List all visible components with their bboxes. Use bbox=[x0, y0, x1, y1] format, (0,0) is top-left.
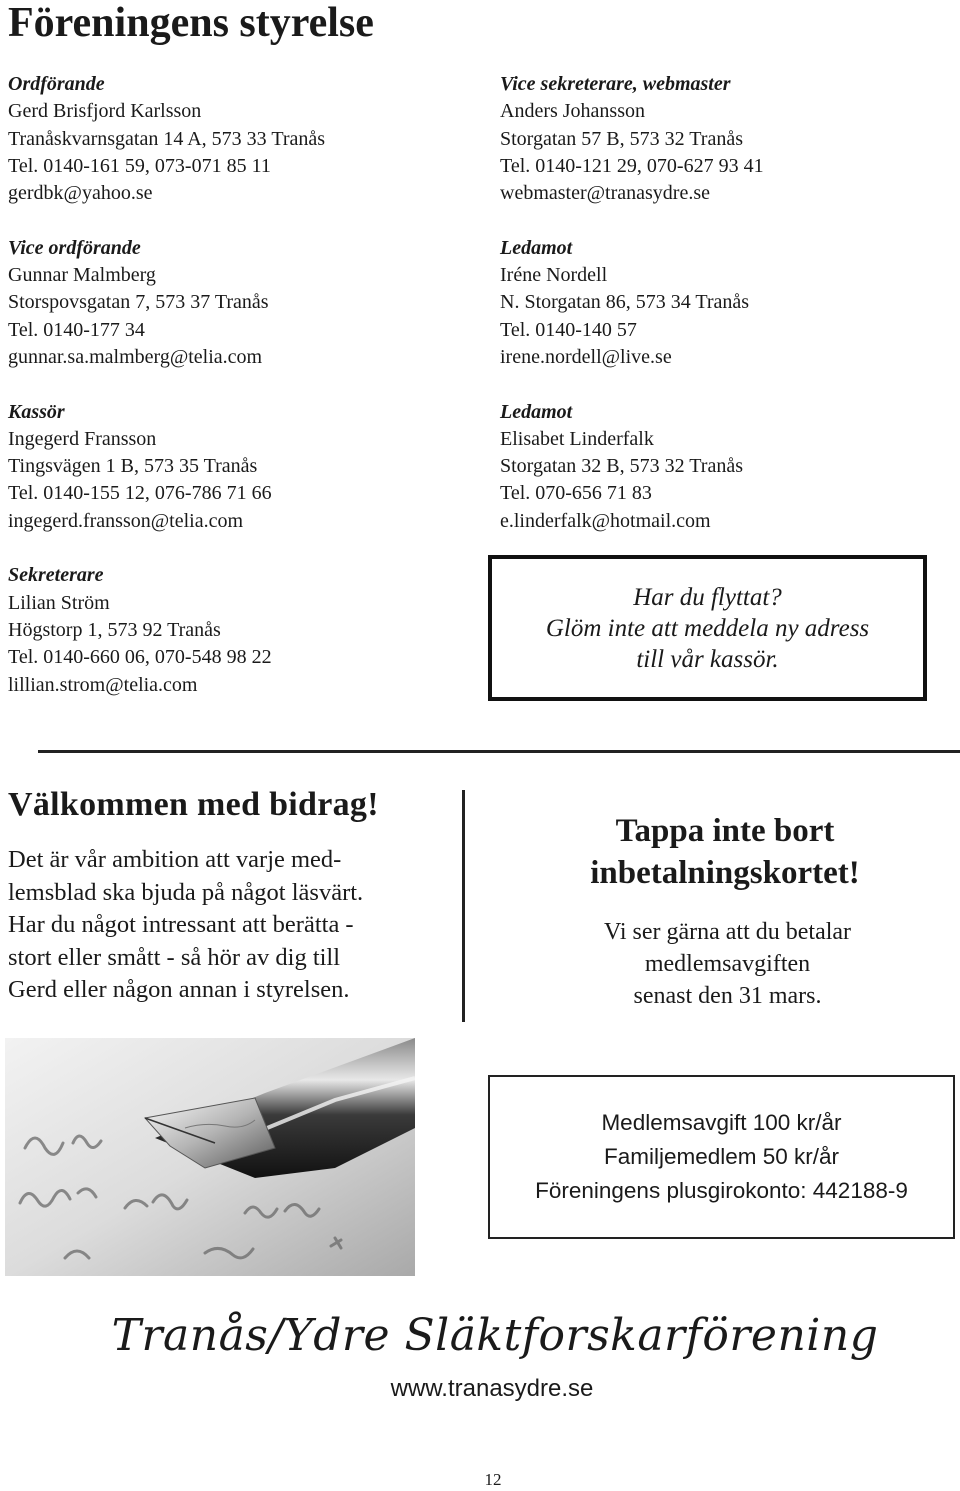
member-email[interactable]: gunnar.sa.malmberg@telia.com bbox=[8, 345, 263, 368]
member-role: Kassör bbox=[8, 400, 65, 423]
reminder-line: medlemsavgiften bbox=[644, 951, 811, 977]
member-address: Storgatan 32 B, 573 32 Tranås bbox=[500, 455, 743, 478]
member-role: Vice sekreterare, webmaster bbox=[500, 73, 731, 95]
reminder-line: Vi ser gärna att du betalar bbox=[603, 919, 852, 945]
notice-line: Har du flyttat? bbox=[633, 583, 782, 611]
member-address: N. Storgatan 86, 573 34 Tranås bbox=[500, 291, 750, 314]
heading-line: inbetalningskortet! bbox=[590, 855, 860, 891]
welcome-line: lemsblad ska bjuda på något läsvärt. bbox=[8, 878, 364, 906]
fee-line: Familjemedlem 50 kr/år bbox=[603, 1144, 840, 1169]
welcome-line: Gerd eller någon annan i styrelsen. bbox=[8, 976, 350, 1003]
member-email[interactable]: ingegerd.fransson@telia.com bbox=[8, 509, 244, 532]
member-name: Gerd Brisfjord Karlsson bbox=[8, 100, 202, 123]
member-phone: Tel. 0140-161 59, 073-071 85 11 bbox=[8, 154, 271, 177]
reminder-line: senast den 31 mars. bbox=[633, 983, 822, 1009]
member-address: Storgatan 57 B, 573 32 Tranås bbox=[500, 127, 743, 150]
notice-line: Glöm inte att meddela ny adress bbox=[545, 614, 870, 642]
welcome-line: stort eller smått - så hör av dig till bbox=[8, 943, 341, 971]
notice-line: till vår kassör. bbox=[636, 645, 779, 673]
board-members-left-column bbox=[8, 71, 458, 726]
board-members-right-column bbox=[500, 71, 950, 562]
member-name: Lilian Ström bbox=[8, 591, 110, 614]
member-phone: Tel. 070-656 71 83 bbox=[500, 482, 652, 505]
payment-reminder-text bbox=[500, 916, 955, 1012]
member-email[interactable]: lillian.strom@telia.com bbox=[8, 673, 198, 696]
member-email[interactable]: gerdbk@yahoo.se bbox=[8, 182, 153, 205]
column-divider bbox=[462, 790, 465, 1022]
member-email[interactable]: e.linderfalk@hotmail.com bbox=[500, 509, 711, 532]
member-role: Vice ordförande bbox=[8, 236, 141, 259]
member-name: Gunnar Malmberg bbox=[8, 264, 156, 287]
member-name: Anders Johansson bbox=[500, 100, 645, 123]
member-email[interactable]: irene.nordell@live.se bbox=[500, 345, 672, 368]
organization-name: Tranås/Ydre Släktforskarförening bbox=[111, 1310, 879, 1361]
fee-line: Medlemsavgift 100 kr/år bbox=[601, 1110, 842, 1135]
member-role: Sekreterare bbox=[8, 564, 104, 587]
member-address: Storspovsgatan 7, 573 37 Tranås bbox=[8, 291, 269, 314]
member-treasurer bbox=[8, 399, 458, 535]
member-vice-chair bbox=[8, 235, 458, 371]
member-name: Elisabet Linderfalk bbox=[500, 427, 654, 450]
member-phone: Tel. 0140-155 12, 076-786 71 66 bbox=[8, 482, 272, 505]
welcome-line: Har du något intressant att berätta - bbox=[8, 911, 354, 938]
member-phone: Tel. 0140-177 34 bbox=[8, 318, 145, 341]
payment-reminder-heading bbox=[500, 810, 950, 894]
welcome-line: Det är vår ambition att varje med- bbox=[8, 846, 342, 873]
heading-line: Tappa inte bort bbox=[615, 813, 835, 849]
member-name: Iréne Nordell bbox=[500, 264, 608, 287]
welcome-text bbox=[8, 844, 448, 1007]
member-phone: Tel. 0140-660 06, 070-548 98 22 bbox=[8, 646, 272, 669]
member-email[interactable]: webmaster@tranasydre.se bbox=[500, 182, 710, 205]
section-divider bbox=[38, 750, 960, 753]
fountain-pen-writing-icon bbox=[5, 1038, 415, 1276]
member-chair bbox=[8, 71, 458, 207]
member-secretary bbox=[8, 562, 458, 698]
welcome-heading: Välkommen med bidrag! bbox=[8, 786, 379, 823]
page-title: Föreningens styrelse bbox=[8, 0, 374, 46]
page-number: 12 bbox=[484, 1470, 502, 1489]
fee-line: Föreningens plusgirokonto: 442188-9 bbox=[535, 1178, 908, 1203]
member-board-member bbox=[500, 399, 950, 535]
member-phone: Tel. 0140-140 57 bbox=[500, 318, 637, 341]
member-role: Ledamot bbox=[500, 236, 573, 259]
member-vice-secretary bbox=[500, 71, 950, 207]
member-board-member bbox=[500, 235, 950, 371]
member-address: Tingsvägen 1 B, 573 35 Tranås bbox=[8, 455, 258, 478]
organization-website-link[interactable]: www.tranasydre.se bbox=[390, 1375, 594, 1402]
member-address: Högstorp 1, 573 92 Tranås bbox=[8, 618, 221, 641]
address-change-notice bbox=[488, 555, 927, 701]
member-name: Ingegerd Fransson bbox=[8, 427, 157, 450]
membership-fees-box bbox=[488, 1075, 955, 1239]
member-address: Tranåskvarnsgatan 14 A, 573 33 Tranås bbox=[8, 127, 326, 150]
member-phone: Tel. 0140-121 29, 070-627 93 41 bbox=[500, 154, 764, 177]
member-role: Ordförande bbox=[8, 73, 105, 95]
member-role: Ledamot bbox=[500, 400, 573, 423]
